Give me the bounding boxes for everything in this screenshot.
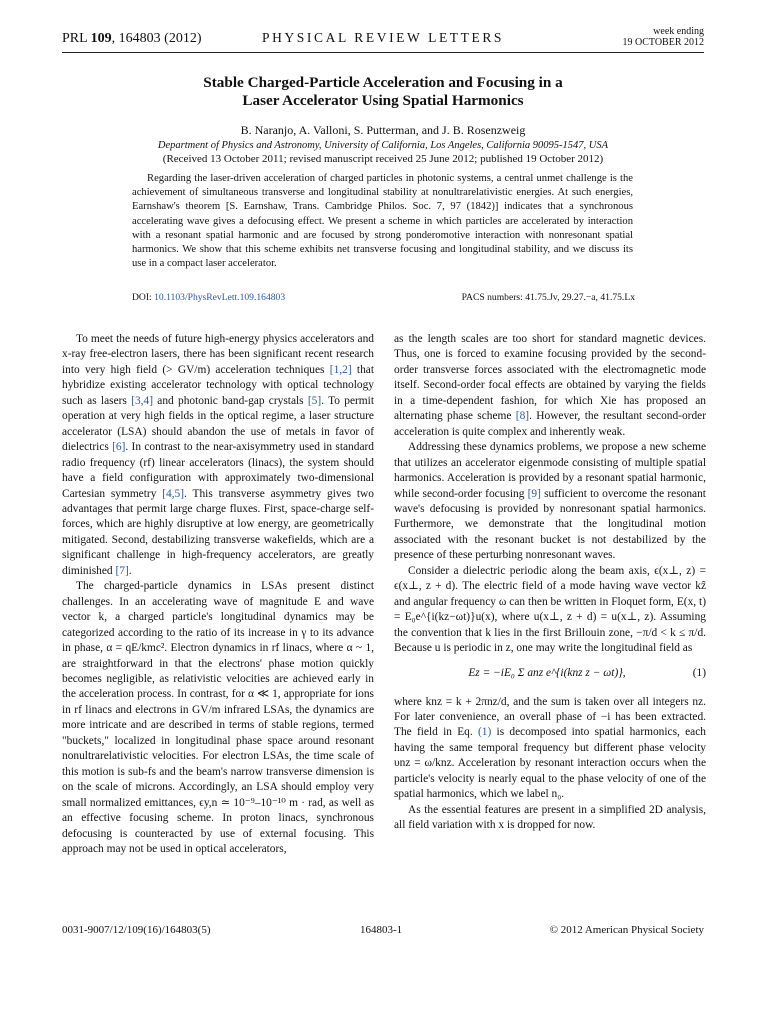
copyright: © 2012 American Physical Society [549,924,704,936]
paragraph-intro [62,332,374,579]
abstract: Regarding the laser-driven acceleration of charged particles in photonic systems, a central unmet challenge is the achievement of simultaneous transverse and longitudinal stability at nonultrarelativistic energies. At such energies, Earnshaw's theorem [S. Earnshaw, Trans. Cambridge Philos. Soc. 7, 97 (1842)] indicates that a synchronous accelerating wave gives a defocusing effect. We present a scheme in which particles are accelerated by interaction with a resonant spatial harmonic and are focused by strong ponderomotive interaction with nonresonant spatial harmonics. We show that this scheme exhibits net transverse focusing and longitudinal stability, and we discuss its use in a compact laser accelerator. [132,173,633,270]
paragraph-2d-analysis: As the essential features are present in a simplified 2D analysis, all field variation with x is dropped for now. [394,803,706,832]
citation-link[interactable]: [4,5] [162,487,185,500]
citation-link[interactable]: [7] [115,564,129,577]
text-run: . In contrast to the near-axisymmetry used in standard radio frequency (rf) linear accelerators (linacs), the system should have a field configuration with approximately two-dimensional Cartesian symmetry [62,441,374,500]
doi-line [132,292,285,303]
text-run: . This transverse asymmetry gives two advantages that permit large charge fluxes. First, space-charge self-forces, which are highly disruptive at low energy, are geometrically mitigated. Second, destabilizing transverse wakefields, which are a significant challenge in high-frequency accelerators, are greatly diminished [62,487,374,577]
paragraph-harmonics [394,695,706,803]
title-line-2: Laser Accelerator Using Spatial Harmonics [242,92,524,109]
paragraph-proposal [394,440,706,564]
text-run: . To permit operation at very high fields in the optical regime, a laser structure accelerator (LSA) should abandon the use of metals in favor of dielectrics [62,394,374,454]
paragraph-floquet: Consider a dielectric periodic along the beam axis, ϵ(x⊥, z) = ϵ(x⊥, z + d). The electric field of a mode having wave vector kẑ and angular frequency ω can then be written in Floquet form, E(x, t) = E₀e^{i(kz−ωt)}u(x), where u(x⊥, z + d) = u(x⊥, z). Assuming the convention that k lies in the first Brillouin zone, −π/d < k ≤ π/d. Because u is periodic in z, one may write the longitudinal field as [394,564,706,655]
journal-ref-prefix: PRL [62,31,91,46]
citation-link[interactable]: [5] [307,394,322,407]
body-column-right [394,332,706,834]
week-ending-date: 19 OCTOBER 2012 [622,37,704,48]
equation-1 [394,659,706,689]
page-number: 164803-1 [360,924,403,936]
pacs-numbers: PACS numbers: 41.75.Jv, 29.27.−a, 41.75.Lx [461,292,635,303]
article-title [62,74,704,110]
title-line-1: Stable Charged-Particle Acceleration and Focusing in a [203,74,563,91]
equation-link[interactable]: (1) [477,726,492,739]
text-run: . However, the resultant second-order acceleration is quite complex and inherently weak. [394,410,706,438]
header-rule [62,52,704,53]
journal-ref-volume: 109 [90,31,112,46]
text-run: that hybridize existing accelerator technology with optical technology such as lasers [62,363,374,407]
author-list: B. Naranjo, A. Valloni, S. Putterman, and J. B. Rosenzweig [240,123,526,137]
text-run: where knz = k + 2πnz/d, and the sum is taken over all integers nz. For later convenience, an overall phase of −i has been extracted. The field in Eq. [394,695,706,739]
citation-link[interactable]: [1,2] [329,363,352,376]
citation-link[interactable]: [3,4] [131,394,153,407]
text-run: sufficient to overcome the resonant wave's defocusing is provided by nonresonant spatial harmonics. Furthermore, we demonstrate that the longitudinal motion associated with the resonant bucket is not destabilized by the presence of these perturbing nonresonant waves. [394,487,706,562]
text-run: Addressing these dynamics problems, we propose a new scheme that utilizes an accelerator eigenmode consisting of multiple spatial harmonics. Acceleration is provided by a resonant spatial harmonic, while second-order focusing [394,441,706,500]
journal-ref-rest: , 164803 (2012) [111,31,202,46]
text-run: . [128,564,132,577]
citation-link[interactable]: [6] [112,441,126,454]
equation-body: Ez = −iE₀ Σ anz e^{i(knz z − ωt)}, [468,666,626,679]
text-run: is decomposed into spatial harmonics, each having the same temporal frequency but different phase velocity υnz = ω/knz. Acceleration by resonant interaction occurs when the particle's velocity is nearly equal to the phase velocity of one of the spatial harmonics, which we label n₀. [394,726,706,801]
doi-label: DOI: [132,292,155,303]
text-run: and photonic band-gap crystals [152,394,308,407]
citation-link[interactable]: [8] [515,410,530,423]
week-ending-label: week ending [653,26,704,37]
journal-reference [62,31,201,47]
equation-number: (1) [692,666,706,679]
body-column-left [62,332,374,857]
affiliation: Department of Physics and Astronomy, University of California, Los Angeles, California 90095-1547, USA [157,140,609,151]
text-run: as the length scales are too short for standard magnetic devices. Thus, one is forced to examine focusing provided by the second-order transverse forces associated with the electromagnetic mode itself. Second-order focal effects are obtained by varying the fields in a time-dependent fashion, for which Xie has proposed an alternating phase scheme [394,333,706,423]
doi-link[interactable]: 10.1103/PhysRevLett.109.164803 [154,292,286,303]
received-dates: (Received 13 October 2011; revised manuscript received 25 June 2012; published 19 October 2012) [162,153,604,165]
paragraph-dynamics: The charged-particle dynamics in LSAs present distinct challenges. In an accelerating wave of magnitude E and wave vector k, a charged particle's longitudinal dynamics may be categorized according to the ratio of its increase in γ to its advance in phase, α = qE/kmc². Electron dynamics in rf linacs, where α ~ 1, are straightforward in that the electrons' phase motion quickly becomes negligible, as relativistic velocities are achieved early in the acceleration process. In contrast, for α ≪ 1, appropriate for ions in rf linacs and electrons in GV/m infrared LSAs, the dynamics are more intricate and are described in terms of stable regions, termed "buckets," localized in longitudinal phase space around resonant nonultrarelativistic velocities. For electron LSAs, the time scale of this motion is sub-fs and the beam's narrow transverse dimension is on the scale of microns. Accordingly, an LSA should employ very small normalized emittances, ϵy,n ≃ 10⁻⁹–10⁻¹⁰ m · rad, as well as an effective focusing scheme. In proton linacs, synchronous defocusing is counteracted by use of external focusing. This approach may not be used in optical accelerators, [62,580,374,855]
journal-name: PHYSICAL REVIEW LETTERS [262,30,505,45]
text-run: To meet the needs of future high-energy physics accelerators and x-ray free-electron lasers, there has been significant recent research into very high field (> GV/m) acceleration techniques [62,333,374,376]
citation-link[interactable]: [9] [527,487,541,500]
article-code: 0031-9007/12/109(16)/164803(5) [62,924,211,936]
paragraph-continued [394,332,706,440]
week-ending [623,26,705,48]
